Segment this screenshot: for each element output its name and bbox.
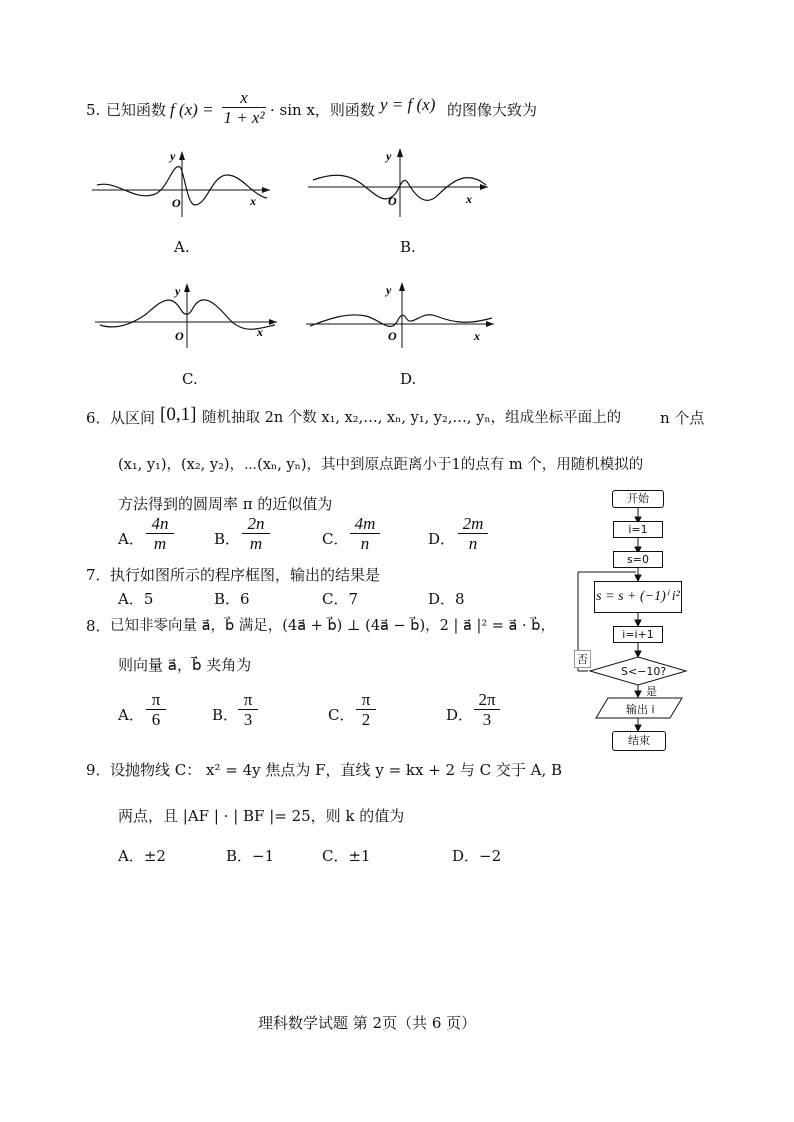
q5-graph-d: [306, 280, 498, 350]
q5-option-b: B.: [400, 238, 416, 256]
flowchart-end: 结束: [612, 731, 666, 751]
q7-option-a: A．5: [118, 590, 154, 608]
graph-b-y-label: y: [386, 149, 392, 163]
q8-option-c-label: C．: [328, 706, 355, 724]
q8-option-a-num: π: [151, 690, 161, 709]
q7-number: 7．: [86, 566, 111, 584]
q8-option-c-num: π: [361, 690, 371, 709]
q6-option-c-frac: [350, 514, 380, 553]
q8-option-b-den: 3: [243, 710, 253, 729]
q6-line1c: n 个点: [660, 409, 705, 427]
q6-option-d-num: 2m: [462, 514, 484, 533]
q8-option-b-num: π: [243, 690, 253, 709]
q6-option-a-den: m: [153, 534, 167, 553]
graph-c-y-label: y: [175, 284, 181, 298]
q5-option-d: D.: [400, 370, 417, 388]
q8-line2: 则向量 a⃗，b⃗ 夹角为: [118, 656, 252, 674]
flowchart-condition: S<−10?: [621, 665, 667, 678]
graph-a-y-label: y: [170, 149, 176, 163]
q5-tail: · sin x，则函数: [270, 101, 375, 119]
q7-text: 执行如图所示的程序框图，输出的结果是: [110, 566, 381, 584]
q7-option-c: C．7: [322, 590, 359, 608]
q8-option-d-num: 2π: [478, 690, 496, 709]
q6-option-d-den: n: [468, 534, 478, 553]
q8-option-b-frac: [238, 690, 258, 729]
q5-fraction: [222, 88, 266, 127]
q6-line2: (x₁, y₁)，(x₂, y₂)，⋯(xₙ, yₙ)，其中到原点距离小于1的点有 m 个，用随机模拟的: [118, 457, 644, 473]
q6-option-a-frac: [146, 514, 174, 553]
q6-option-c-num: 4m: [354, 514, 376, 533]
q8-option-b-label: B．: [212, 706, 239, 724]
q8-option-d-label: D．: [446, 706, 474, 724]
q8-option-d-frac: [474, 690, 500, 729]
page-footer: 理科数学试题 第 2页（共 6 页）: [258, 1014, 477, 1032]
q6-option-b-num: 2n: [247, 514, 265, 533]
q5-graph-c: [95, 280, 280, 350]
q8-option-a-frac: [146, 690, 166, 729]
flowchart-no-label: 否: [574, 650, 591, 668]
q6-option-d-frac: [458, 514, 488, 553]
graph-d-origin-label: O: [388, 329, 397, 343]
q6-option-b-den: m: [249, 534, 263, 553]
graph-b-x-label: x: [466, 192, 472, 206]
q8-option-a-label: A．: [118, 706, 144, 724]
flowchart-init-i: i=1: [613, 521, 663, 538]
graph-d-y-label: y: [386, 283, 392, 297]
q6-option-b-label: B．: [214, 530, 241, 548]
q9-option-c: C．±1: [322, 847, 371, 865]
q6-number: 6．: [86, 409, 111, 427]
flowchart-start: 开始: [612, 490, 664, 508]
q5-number: 5.: [86, 101, 101, 119]
q6-option-d-label: D．: [428, 530, 456, 548]
q8-option-a-den: 6: [151, 710, 161, 729]
q5-fx: f (x) =: [170, 100, 214, 119]
q8-option-c-frac: [356, 690, 376, 729]
q5-lead: 已知函数: [106, 101, 167, 119]
q6-option-b-frac: [242, 514, 270, 553]
flowchart-yes-label: 是: [646, 685, 657, 698]
flowchart-output: 输出 i: [626, 703, 655, 716]
q6-option-a-label: A．: [118, 530, 144, 548]
q6-option-c-label: C．: [322, 530, 349, 548]
q8-number: 8．: [86, 617, 111, 635]
q6-line1b: 随机抽取 2n 个数 x₁, x₂,…, xₙ, y₁, y₂,…, yₙ，组成坐标平面上的: [202, 410, 622, 426]
q6-line1a: 从区间: [110, 409, 156, 427]
graph-c-x-label: x: [257, 325, 263, 339]
q5-yfx: y = f (x): [380, 95, 436, 114]
q5-frac-den: 1 + x²: [223, 108, 265, 127]
q5-frac-num: x: [240, 88, 248, 107]
q9-option-b: B．−1: [226, 847, 275, 865]
q6-line3: 方法得到的圆周率 π 的近似值为: [118, 495, 333, 513]
flowchart-update-s: s = s + (−1)ⁱ i²: [594, 581, 682, 613]
q9-line2: 两点，且 |AF | · | BF |= 25，则 k 的值为: [118, 807, 405, 825]
q9-number: 9．: [86, 761, 111, 779]
q8-option-c-den: 2: [361, 710, 371, 729]
q7-option-b: B．6: [214, 590, 250, 608]
graph-a-x-label: x: [250, 194, 256, 208]
q8-option-d-den: 3: [482, 710, 492, 729]
graph-d-x-label: x: [474, 329, 480, 343]
flowchart-update-i: i=i+1: [613, 626, 663, 643]
graph-a-origin-label: O: [172, 196, 181, 210]
q6-option-c-den: n: [360, 534, 370, 553]
graph-c-origin-label: O: [175, 329, 184, 343]
q9-option-a: A．±2: [118, 847, 166, 865]
q5-option-c: C.: [182, 370, 198, 388]
q6-option-a-num: 4n: [151, 514, 169, 533]
q6-interval: [0,1]: [160, 404, 197, 425]
q7-option-d: D．8: [428, 590, 465, 608]
q5-ask: 的图像大致为: [447, 101, 538, 119]
q9-option-d: D．−2: [452, 847, 502, 865]
q5-option-a: A.: [174, 238, 190, 256]
q5-graph-a: [92, 145, 277, 220]
graph-b-origin-label: O: [388, 194, 397, 208]
flowchart-init-s: s=0: [613, 551, 663, 568]
q5-graph-b: [308, 145, 493, 220]
q8-line1: 已知非零向量 a⃗，b⃗ 满足，(4a⃗ + b⃗) ⊥ (4a⃗ − b⃗)，2 | a⃗ |² = a⃗ · b⃗，: [110, 618, 555, 634]
q9-line1: 设抛物线 C： x² = 4y 焦点为 F，直线 y = kx + 2 与 C 交于 A, B: [110, 761, 563, 779]
